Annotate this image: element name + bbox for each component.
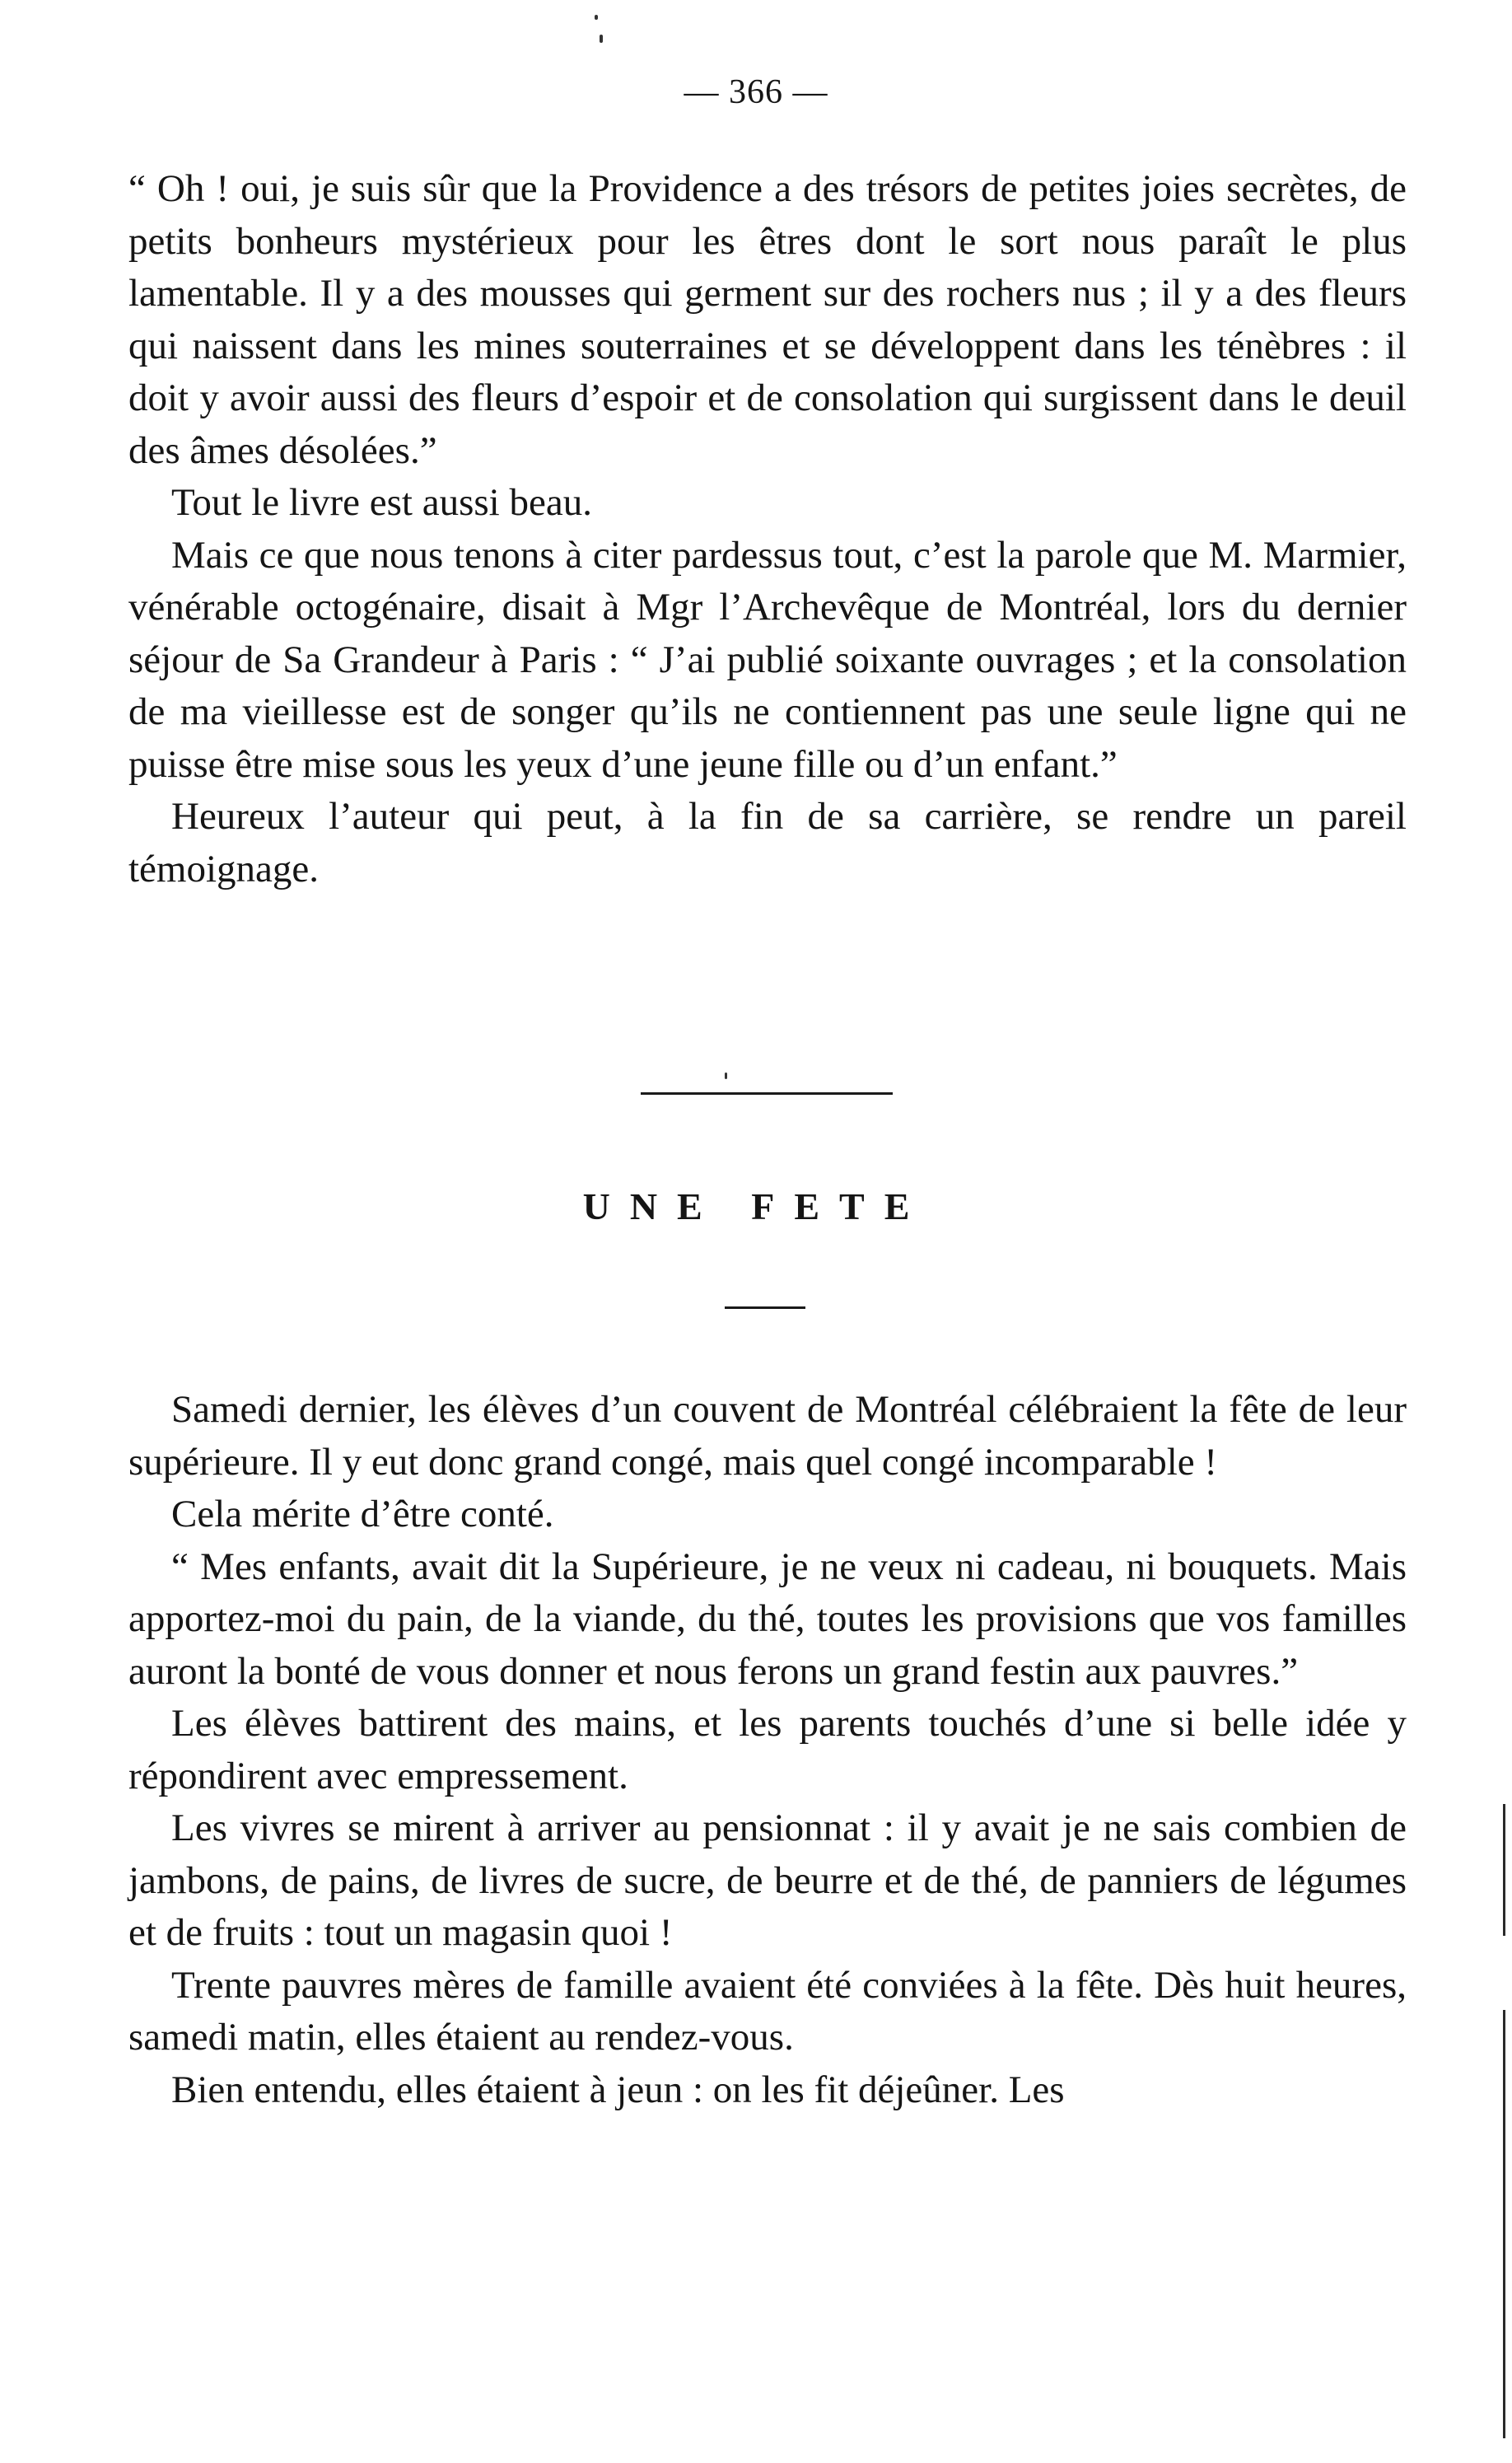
scan-edge-mark xyxy=(1503,2010,1505,2438)
ink-speck xyxy=(600,35,603,43)
body-paragraph: Samedi dernier, les élèves d’un couvent de Montréal célébraient la fête de leur supérieure. Il y eut donc grand congé, mais quel congé incomparable ! xyxy=(128,1388,1407,1484)
ink-speck xyxy=(595,15,598,20)
body-paragraph: Heureux l’auteur qui peut, à la fin de sa carrière, se rendre un pareil témoignage. xyxy=(128,795,1407,890)
body-paragraph: Mais ce que nous tenons à citer pardessus tout, c’est la parole que M. Marmier, vénérable octogénaire, disait à Mgr l’Archevêque de Montréal, lors du dernier séjour de Sa Grandeur à Paris : “ J’ai publié soixante ouvrages ; et la consolation de ma vieillesse est de songer qu’ils ne contiennent pas une seule ligne qui ne puisse être mise sous les yeux d’une jeune fille ou d’un enfant.” xyxy=(128,533,1407,786)
quote-paragraph: “ Mes enfants, avait dit la Supérieure, je ne veux ni cadeau, ni bouquets. Mais apportez-moi du pain, de la viande, du thé, toutes les provisions que vos familles auront la bonté de vous donner et nous ferons un grand festin aux pauvres.” xyxy=(128,1545,1407,1693)
body-paragraph: Les vivres se mirent à arriver au pensionnat : il y avait je ne sais combien de jambons, de pains, de livres de sucre, de beurre et de thé, de panniers de légumes et de fruits : tout un magasin quoi ! xyxy=(128,1806,1407,1954)
section-separator-rule xyxy=(641,1092,893,1095)
body-paragraph: Tout le livre est aussi beau. xyxy=(171,481,592,524)
scan-edge-mark xyxy=(1503,1804,1505,1936)
page-number: — 366 — xyxy=(684,73,828,111)
body-paragraph: Trente pauvres mères de famille avaient été conviées à la fête. Dès huit heures, samedi matin, elles étaient au rendez-vous. xyxy=(128,1963,1407,2059)
ink-speck xyxy=(725,1073,727,1079)
bottom-text-block xyxy=(128,1384,1407,2116)
section-title: UNE FETE xyxy=(582,1185,930,1227)
body-paragraph: Les élèves battirent des mains, et les parents touchés d’une si belle idée y répondirent avec empressement. xyxy=(128,1702,1407,1797)
body-paragraph: Cela mérite d’être conté. xyxy=(171,1493,554,1535)
title-underline-rule xyxy=(725,1306,805,1309)
quote-paragraph: “ Oh ! oui, je suis sûr que la Providence a des trésors de petites joies secrètes, de petits bonheurs mystérieux pour les êtres dont le sort nous paraît le plus lamentable. Il y a des mousses qui germent sur des rochers nus ; il y a des fleurs qui naissent dans les mines souterraines et se développent dans les ténèbres : il doit y avoir aussi des fleurs d’espoir et de consolation qui surgissent dans le deuil des âmes désolées.” xyxy=(128,167,1407,472)
body-paragraph: Bien entendu, elles étaient à jeun : on les fit déjeûner. Les xyxy=(171,2068,1065,2111)
top-text-block xyxy=(128,163,1407,895)
